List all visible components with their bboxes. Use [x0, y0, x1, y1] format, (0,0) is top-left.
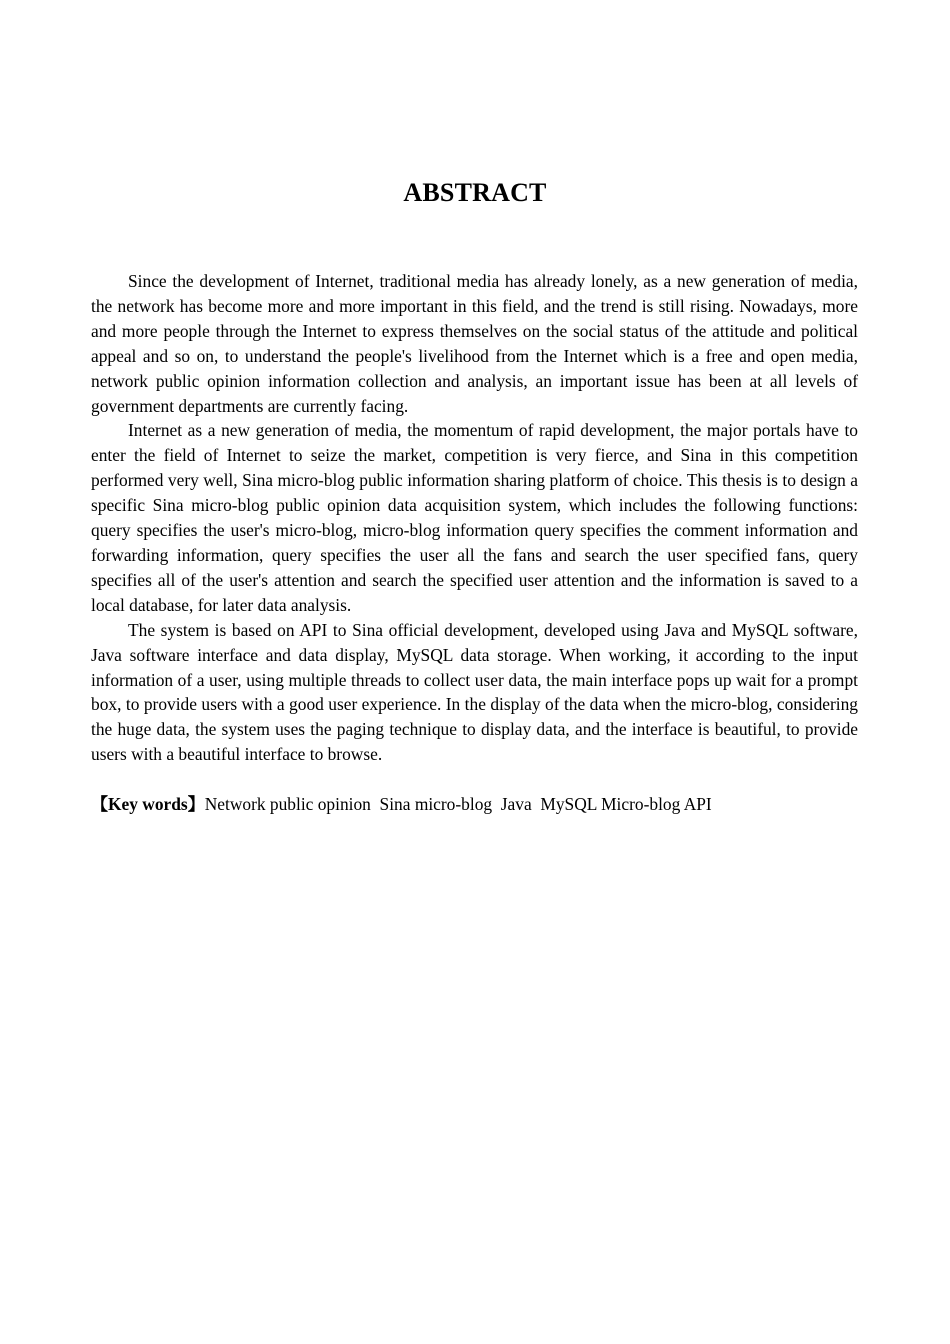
page-title: ABSTRACT — [403, 178, 547, 207]
abstract-paragraph-2: Internet as a new generation of media, the momentum of rapid development, the major portals have to enter the field of Internet to seize the market, competition is very fierce, and Sina in this competition performed very well, Sina micro-blog public information sharing platform of choice. This thesis is to design a specific Sina micro-blog public opinion data acquisition system, which includes the following functions: query specifies the user's micro-blog, micro-blog information query specifies the comment information and forwarding information, query specifies the user all the fans and search the user specified fans, query specifies all of the user's attention and search the specified user attention and the information is saved to a local database, for later data analysis. — [91, 420, 858, 615]
keywords-label: Key words — [108, 794, 188, 814]
keywords-line — [91, 792, 858, 818]
abstract-body — [91, 269, 858, 767]
keywords-close-bracket: 】 — [187, 795, 205, 815]
abstract-paragraph-1: Since the development of Internet, traditional media has already lonely, as a new generation of media, the network has become more and more important in this field, and the trend is still rising. Nowadays, more and more people through the Internet to express themselves on the social status of the attitude and political appeal and so on, to understand the people's livelihood from the Internet which is a free and open media, network public opinion information collection and analysis, an important issue has been at all levels of government departments are currently facing. — [91, 271, 858, 416]
keywords-text: Network public opinion Sina micro-blog Java MySQL Micro-blog API — [204, 794, 712, 814]
abstract-paragraph-3: The system is based on API to Sina official development, developed using Java and MySQL software, Java software interface and data display, MySQL data storage. When working, it according to the input information of a user, using multiple threads to collect user data, the main interface pops up wait for a prompt box, to provide users with a good user experience. In the display of the data when the micro-blog, considering the huge data, the system uses the paging technique to display data, and the interface is beautiful, to provide users with a beautiful interface to browse. — [91, 619, 858, 765]
keywords-open-bracket: 【 — [91, 795, 108, 815]
